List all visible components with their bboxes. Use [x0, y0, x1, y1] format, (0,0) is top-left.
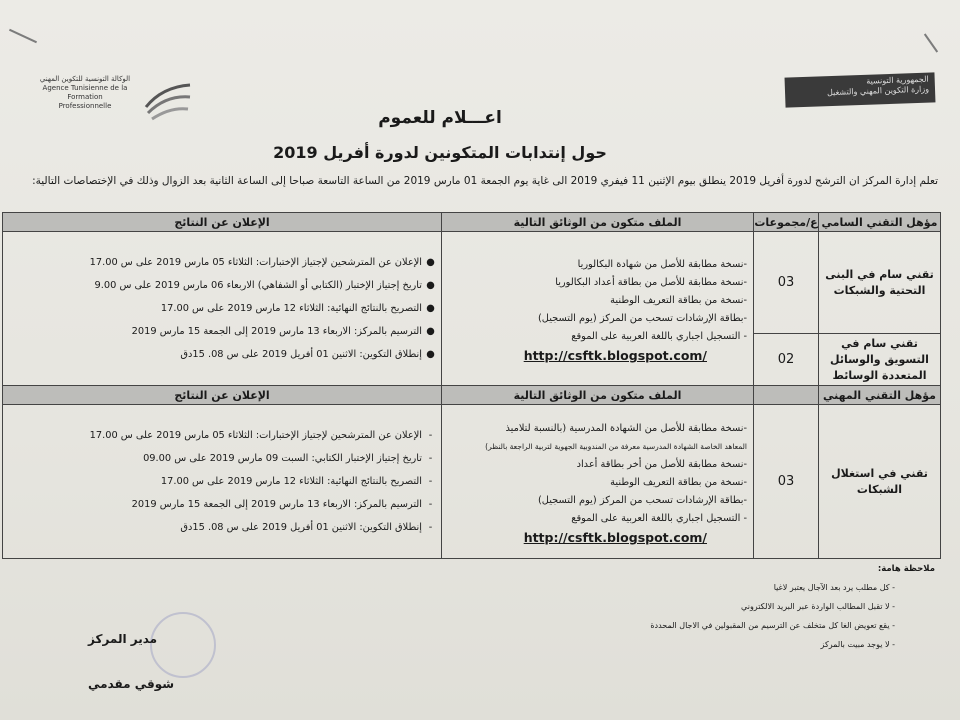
announcement-text: التصريح بالنتائج النهائية: الثلاثاء 12 مارس 2019 على س 17.00: [160, 303, 422, 314]
announcement-text: تاريخ إجتياز الإختبار (الكتابي أو الشفاهي) الاربعاء 06 مارس 2019 على س 9.00: [94, 280, 422, 291]
qualification-cell: تقني سام في البنى التحتية والشبكات: [819, 232, 941, 334]
document-item: -نسخة من بطاقة التعريف الوطنية: [610, 477, 747, 488]
logo-line: Professionnelle: [58, 102, 112, 110]
announcement-text: الترسيم بالمركز: الاربعاء 13 مارس 2019 إلى الجمعة 15 مارس 2019: [131, 499, 422, 510]
notes-heading: ملاحظة هامة:: [877, 564, 935, 574]
page-title: اعـــلام للعموم: [378, 108, 502, 128]
documents-cell: [442, 405, 754, 559]
table-header-row: [3, 213, 941, 232]
column-header: مؤهل التقني السامي: [819, 213, 941, 232]
logo-line: الوكالة التونسية للتكوين المهني: [39, 75, 131, 83]
announcement-text: إنطلاق التكوين: الاثنين 01 أفريل 2019 على س 08. 15دق: [180, 522, 422, 533]
announcement-item: [9, 516, 435, 539]
column-header: ع/مجموعات: [754, 213, 819, 232]
document-item: -نسخة مطابقة للأصل من الشهادة المدرسية (بالنسبة لتلاميذ: [505, 423, 747, 434]
signature-role: مدير المركز: [88, 632, 158, 646]
column-header: مؤهل التقني المهني: [819, 386, 941, 405]
announcements-cell: [3, 232, 442, 386]
announcement-text: الإعلان عن المترشحين لإجتياز الإختبارات: الثلاثاء 05 مارس 2019 على س 17.00: [89, 257, 422, 268]
note-item: - يقع تعويض الغا كل متخلف عن الترسيم من المقبولين في الاجال المحددة: [650, 621, 895, 630]
document-item: -نسخة مطابقة للأصل من بطاقة أعداد البكالوريا: [555, 277, 747, 288]
document-item: -نسخة مطابقة للأصل من أخر بطاقة أعداد: [576, 459, 747, 470]
bullet-icon: ●: [426, 257, 435, 268]
qualification-cell: تقني سام في التسويق والوسائل المتعددة الوسائط: [819, 334, 941, 386]
announcement-item: [9, 274, 435, 297]
document-item: -نسخة مطابقة للأصل من شهادة البكالوريا: [577, 259, 747, 270]
column-header: الملف متكون من الوثائق التالية: [442, 386, 754, 405]
bullet-icon: ●: [426, 280, 435, 291]
document-item: المعاهد الخاصة الشهادة المدرسية معرفة من المندوبية الجهوية لتربية الراجعة بالنظر): [485, 442, 747, 451]
column-header: الإعلان عن النتائج: [3, 386, 442, 405]
registration-link[interactable]: http://csftk.blogspot.com/: [523, 348, 707, 363]
dash-icon: -: [428, 453, 433, 464]
documents-cell: [442, 232, 754, 386]
announcement-item: [9, 343, 435, 366]
announcement-item: [9, 251, 435, 274]
table-row: [3, 232, 941, 334]
document-item: - التسجيل اجباري باللغة العربية على الموقع: [571, 513, 747, 524]
column-header: [754, 386, 819, 405]
important-notes: [530, 564, 935, 654]
announcement-item: [9, 493, 435, 516]
logo-line: الجمهورية التونسية: [866, 74, 929, 86]
announcement-text: الترسيم بالمركز: الاربعاء 13 مارس 2019 إلى الجمعة 15 مارس 2019: [131, 326, 422, 337]
announcement-text: الإعلان عن المترشحين لإجتياز الإختبارات: الثلاثاء 05 مارس 2019 على س 17.00: [89, 430, 422, 441]
announcement-item: [9, 320, 435, 343]
announcement-text: إنطلاق التكوين: الاثنين 01 أفريل 2019 على س 08. 15دق: [180, 349, 422, 360]
announcement-text: تاريخ إجتياز الإختبار الكتابي: السبت 09 مارس 2019 على س 09.00: [143, 453, 422, 464]
qualification-cell: تقني في استغلال الشبكات: [819, 405, 941, 559]
announcement-item: [9, 297, 435, 320]
bullet-icon: ●: [426, 303, 435, 314]
official-stamp: [150, 612, 216, 678]
announcement-item: [9, 424, 435, 447]
announcement-text: التصريح بالنتائج النهائية: الثلاثاء 12 مارس 2019 على س 17.00: [160, 476, 422, 487]
announcements-cell: [3, 405, 442, 559]
intro-paragraph: تعلم إدارة المركز ان الترشح لدورة أفريل 2019 ينطلق بيوم الإثنين 11 فيفري 2019 الى غاية يوم الجمعة 01 مارس 2019 من الساعة التاسعة صباحا إلى الساعة الثانية بعد الزوال وذلك في الإختصاصات التالية:: [32, 175, 938, 187]
logo-line: Agence Tunisienne de la Formation: [42, 84, 128, 101]
specialties-table: [2, 212, 941, 559]
announcement-item: [9, 447, 435, 470]
signature-name: شوقي مقدمي: [88, 677, 175, 691]
document-item: - التسجيل اجباري باللغة العربية على الموقع: [571, 331, 747, 342]
table-row: [3, 405, 941, 559]
dash-icon: -: [428, 499, 433, 510]
groups-cell: 03: [754, 232, 819, 334]
column-header: الملف متكون من الوثائق التالية: [442, 213, 754, 232]
document-item: -بطاقة الإرشادات تسحب من المركز (يوم التسجيل): [537, 313, 747, 324]
document-item: -بطاقة الإرشادات تسحب من المركز (يوم التسجيل): [537, 495, 747, 506]
staple-mark: [924, 33, 938, 52]
document-item: -نسخة من بطاقة التعريف الوطنية: [610, 295, 747, 306]
announcement-item: [9, 470, 435, 493]
page-subtitle: حول إنتدابات المتكونين لدورة أفريل 2019: [273, 143, 607, 162]
dash-icon: -: [428, 430, 433, 441]
logo-line: وزارة التكوين المهني والتشغيل: [826, 84, 930, 98]
note-item: - لا يوجد مبيت بالمركز: [820, 640, 895, 649]
dash-icon: -: [428, 522, 433, 533]
groups-cell: 03: [754, 405, 819, 559]
groups-cell: 02: [754, 334, 819, 386]
bullet-icon: ●: [426, 326, 435, 337]
bullet-icon: ●: [426, 349, 435, 360]
ministry-logo: [785, 72, 936, 107]
dash-icon: -: [428, 476, 433, 487]
column-header: الإعلان عن النتائج: [3, 213, 442, 232]
note-item: - لا تقبل المطالب الواردة عبر البريد الالكتروني: [741, 602, 895, 611]
note-item: - كل مطلب يرد بعد الآجال يعتبر لاغيا: [773, 583, 895, 592]
table-header-row: [3, 386, 941, 405]
registration-link[interactable]: http://csftk.blogspot.com/: [523, 530, 707, 545]
staple-mark: [9, 29, 37, 43]
